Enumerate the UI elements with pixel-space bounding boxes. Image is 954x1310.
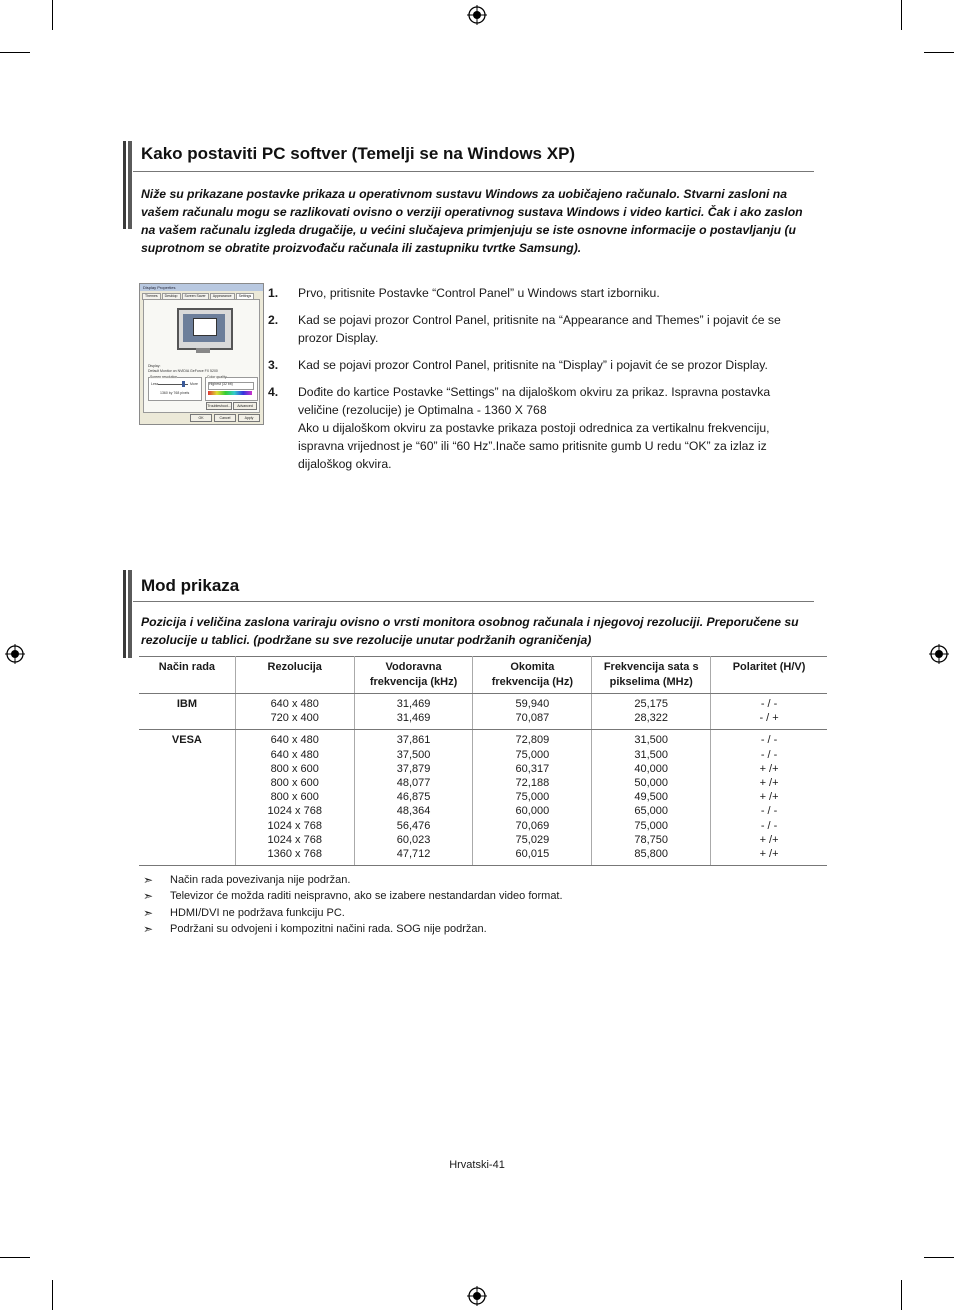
arrow-bullet-icon: ➣ xyxy=(143,889,154,904)
step-number: 4. xyxy=(268,385,279,399)
thumbnail-display-value: Default Monitor on NVIDIA GeForce FX 5200 xyxy=(148,369,218,373)
note-text: Televizor će možda raditi neispravno, ako se izabere nestandardan video format. xyxy=(170,890,563,903)
arrow-bullet-icon: ➣ xyxy=(143,873,154,887)
note-item xyxy=(143,921,563,937)
step-item xyxy=(268,284,808,302)
step-item xyxy=(268,383,808,473)
thumbnail-panel xyxy=(143,299,260,413)
crop-mark xyxy=(52,0,53,30)
registration-mark-icon xyxy=(929,644,949,664)
polarity-cell: - / - - / - + /+ + /+ + /+ - / - - / - + /+ + /+ xyxy=(711,730,827,866)
note-item xyxy=(143,888,563,904)
crop-mark xyxy=(901,1280,902,1310)
clock-cell: 31,500 31,500 40,000 50,000 49,500 65,000 75,000 78,750 85,800 xyxy=(592,730,711,866)
thumbnail-cancel-button: Cancel xyxy=(214,414,236,422)
registration-mark-icon xyxy=(5,644,25,664)
hfreq-cell: 31,469 31,469 xyxy=(354,694,473,730)
polarity-cell: - / - - / + xyxy=(711,694,827,730)
crop-mark xyxy=(924,1257,954,1258)
crop-mark xyxy=(0,52,30,53)
section-divider xyxy=(133,171,814,172)
thumbnail-slider-thumb xyxy=(182,381,185,387)
thumbnail-tab: Desktop xyxy=(162,293,181,300)
note-text: Način rada povezivanja nije podržan. xyxy=(170,874,351,886)
monitor-stand xyxy=(196,348,210,353)
step-text: Dođite do kartice Postavke “Settings” na dijaloškom okviru za prikaz. Ispravna postavka veličine (rezolucije) je Optimalna - 1360 X 768 Ako u dijaloškom okviru za postavke prikaza postoji odrednica za vertikalnu frekvenciju, ispravna vrijednost je “60” ili “60 Hz”.Inače samo pritisnite gumb U redu “OK” za izlaz iz dijaloškog okvira. xyxy=(298,385,771,471)
resolution-cell: 640 x 480 640 x 480 800 x 600 800 x 600 800 x 600 1024 x 768 1024 x 768 1024 x 768 1360 x 768 xyxy=(235,730,354,866)
page-footer: Hrvatski-41 xyxy=(449,1159,505,1171)
vfreq-cell: 72,809 75,000 60,317 72,188 75,000 60,000 70,069 75,029 60,015 xyxy=(473,730,592,866)
step-number: 1. xyxy=(268,286,279,300)
vfreq-cell: 59,940 70,087 xyxy=(473,694,592,730)
table-header: Vodoravna frekvencija (kHz) xyxy=(354,657,473,694)
step-number: 2. xyxy=(268,313,279,327)
thumbnail-resolution-value: 1360 by 768 pixels xyxy=(160,391,190,395)
step-text: Kad se pojavi prozor Control Panel, pritisnite na “Appearance and Themes” i pojavit će se prozor Display. xyxy=(298,313,781,345)
steps-list xyxy=(268,284,808,482)
thumbnail-tab: Themes xyxy=(142,293,161,300)
step-item xyxy=(268,311,808,347)
thumbnail-color-value: Highest (32 bit) xyxy=(209,382,233,386)
hfreq-cell: 37,861 37,500 37,879 48,077 46,875 48,364 56,476 60,023 47,712 xyxy=(354,730,473,866)
mode-cell: VESA xyxy=(139,730,235,866)
step-text: Kad se pojavi prozor Control Panel, pritisnite na “Display” i pojavit će se prozor Display. xyxy=(298,358,768,372)
step-number: 3. xyxy=(268,358,279,372)
registration-mark-icon xyxy=(467,5,487,25)
arrow-bullet-icon: ➣ xyxy=(143,922,154,937)
thumbnail-advanced-button: Advanced xyxy=(233,402,257,410)
display-properties-screenshot xyxy=(139,283,264,425)
section-divider xyxy=(133,601,814,602)
thumbnail-titlebar: Display Properties xyxy=(140,284,263,291)
table-header: Frekvencija sata s pikselima (MHz) xyxy=(592,657,711,694)
thumbnail-more: More xyxy=(190,382,198,386)
crop-mark xyxy=(924,52,954,53)
section-intro: Pozicija i veličina zaslona variraju ovisno o vrsti monitora osobnog računala i njegovoj rezoluciji. Preporučene su rezolucije u tablici. (podržane su sve rezolucije unutar podržanih ograničenja) xyxy=(141,615,799,647)
table-row xyxy=(139,694,827,730)
mode-cell: IBM xyxy=(139,694,235,730)
thumbnail-tab: Settings xyxy=(236,293,255,300)
thumbnail-resolution-group xyxy=(148,377,202,401)
crop-mark xyxy=(0,1257,30,1258)
thumbnail-tab: Screen Saver xyxy=(182,293,209,300)
notes-list xyxy=(143,872,563,938)
table-header: Polaritet (H/V) xyxy=(711,657,827,694)
note-item xyxy=(143,905,563,921)
step-text: Prvo, pritisnite Postavke “Control Panel” u Windows start izborniku. xyxy=(298,286,660,300)
section-bar xyxy=(123,141,132,229)
thumbnail-tab: Appearance xyxy=(210,293,235,300)
thumbnail-troubleshoot-button: Troubleshoot... xyxy=(207,404,231,408)
registration-mark-icon xyxy=(467,1286,487,1306)
thumbnail-resolution-label: Screen resolution xyxy=(150,375,178,379)
resolution-cell: 640 x 480 720 x 400 xyxy=(235,694,354,730)
note-text: Podržani su odvojeni i kompozitni načini rada. SOG nije podržan. xyxy=(170,923,487,936)
display-modes-table xyxy=(139,656,827,866)
clock-cell: 25,175 28,322 xyxy=(592,694,711,730)
thumbnail-less: Less xyxy=(151,382,159,386)
table-header: Okomita frekvencija (Hz) xyxy=(473,657,592,694)
crop-mark xyxy=(901,0,902,30)
note-text: HDMI/DVI ne podržava funkciju PC. xyxy=(170,906,345,919)
section-bar xyxy=(123,570,132,658)
thumbnail-color-bar xyxy=(208,391,252,395)
section-title: Mod prikaza xyxy=(141,576,240,595)
table-row xyxy=(139,730,827,866)
thumbnail-color-label: Color quality xyxy=(207,375,227,379)
step-item xyxy=(268,356,808,374)
table-header-row xyxy=(139,657,827,694)
note-item xyxy=(143,872,563,888)
section-intro: Niže su prikazane postavke prikaza u operativnom sustavu Windows za uobičajeno računalo. Stvarni zasloni na vašem računalu mogu se razlikovati ovisno o verziji operativnog sustava Windows i video kartici. Čak i ako zaslon na vašem računalu izgleda drugačije, u većini slučajeva primjenjuju se iste osnovne informacije o postavljanju (u suprotnom se obratite proizvođaču računala ili zastupniku tvrtke Samsung). xyxy=(141,187,803,255)
arrow-bullet-icon: ➣ xyxy=(143,905,154,920)
thumbnail-apply-button: Apply xyxy=(238,414,260,422)
table-header: Rezolucija xyxy=(235,657,354,694)
crop-mark xyxy=(52,1280,53,1310)
table-header: Način rada xyxy=(139,657,235,694)
thumbnail-ok-button: OK xyxy=(190,414,212,422)
thumbnail-display-label: Display: xyxy=(148,364,161,368)
section-title: Kako postaviti PC softver (Temelji se na Windows XP) xyxy=(141,144,576,163)
monitor-icon xyxy=(177,308,233,350)
